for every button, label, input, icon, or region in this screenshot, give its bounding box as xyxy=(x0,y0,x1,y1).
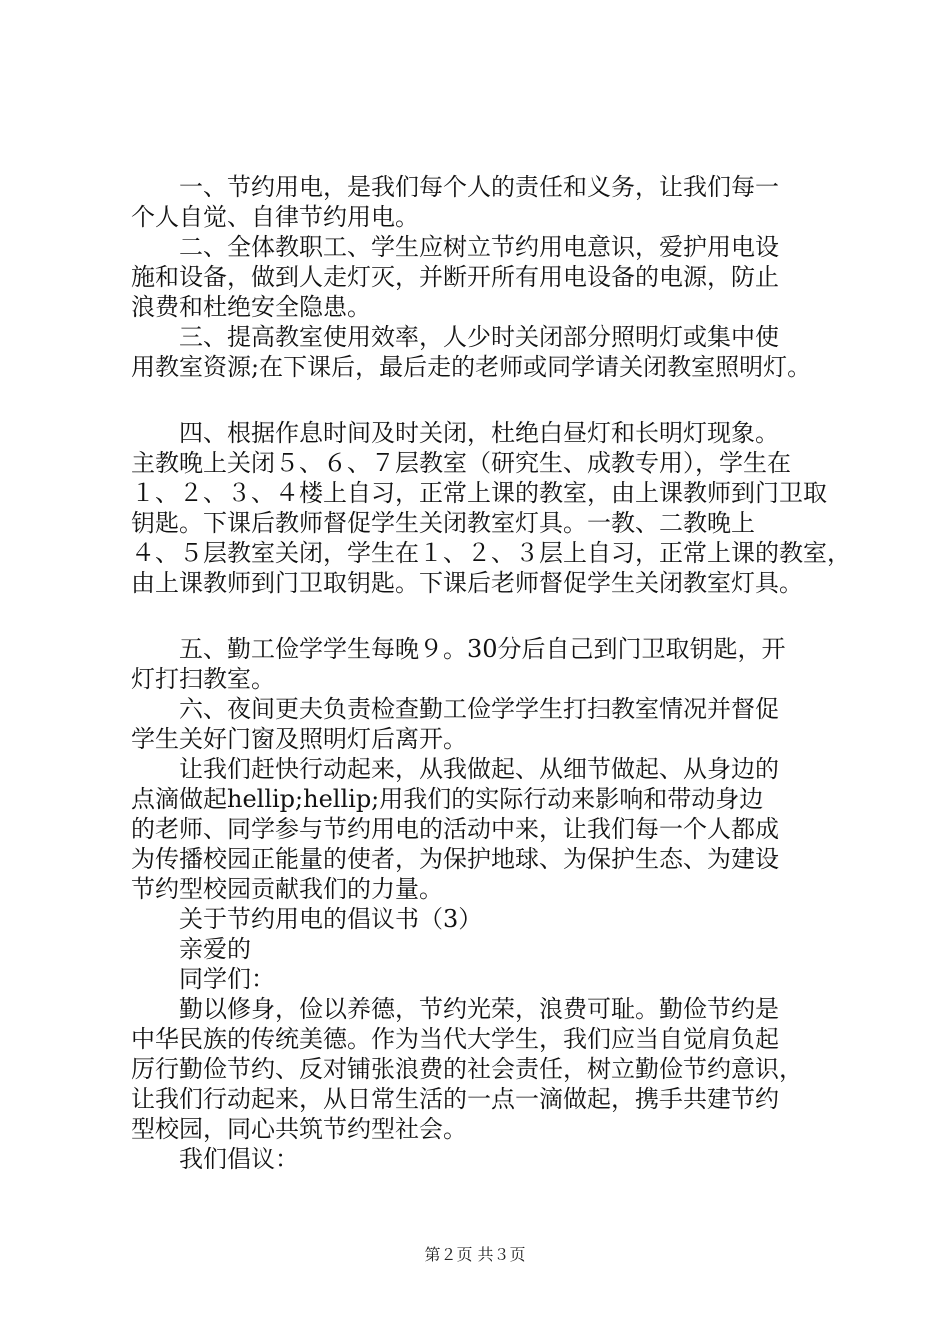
text-line: 节约型校园贡献我们的力量。 xyxy=(131,875,443,903)
text-line: 灯打扫教室。 xyxy=(131,665,275,693)
text-line: 由上课教师到门卫取钥匙。下课后老师督促学生关闭教室灯具。 xyxy=(131,569,803,597)
text-line: 型校园，同心共筑节约型社会。 xyxy=(131,1115,467,1143)
text-line: 为传播校园正能量的使者，为保护地球、为保护生态、为建设 xyxy=(131,845,779,873)
text-line: 浪费和杜绝安全隐患。 xyxy=(131,293,371,321)
text-line: 勤以修身，俭以养德，节约光荣，浪费可耻。勤俭节约是 xyxy=(131,995,779,1023)
text-line: ４、５层教室关闭，学生在１、２、３层上自习，正常上课的教室， xyxy=(131,539,851,567)
text-line: 的老师、同学参与节约用电的活动中来，让我们每一个人都成 xyxy=(131,815,779,843)
text-line: 五、勤工俭学学生每晚９。30分后自己到门卫取钥匙，开 xyxy=(131,635,786,663)
text-line: 亲爱的 xyxy=(131,935,251,963)
text-line: 主教晚上关闭５、６、７层教室（研究生、成教专用），学生在 xyxy=(131,449,791,477)
text-line: 施和设备，做到人走灯灭，并断开所有用电设备的电源，防止 xyxy=(131,263,779,291)
paragraph-gap xyxy=(131,598,851,634)
text-line: 中华民族的传统美德。作为当代大学生，我们应当自觉肩负起 xyxy=(131,1025,779,1053)
text-line: 厉行勤俭节约、反对铺张浪费的社会责任，树立勤俭节约意识， xyxy=(131,1055,803,1083)
text-line: 一、节约用电，是我们每个人的责任和义务，让我们每一 xyxy=(131,173,779,201)
text-line: 让我们赶快行动起来，从我做起、从细节做起、从身边的 xyxy=(131,755,779,783)
paragraph-gap xyxy=(131,382,851,418)
text-line: 个人自觉、自律节约用电。 xyxy=(131,203,419,231)
text-line: １、２、３、４楼上自习，正常上课的教室，由上课教师到门卫取 xyxy=(131,479,827,507)
text-line: 六、夜间更夫负责检查勤工俭学学生打扫教室情况并督促 xyxy=(131,695,779,723)
document-body xyxy=(131,172,851,1174)
text-line: 用教室资源;在下课后，最后走的老师或同学请关闭教室照明灯。 xyxy=(131,353,812,381)
text-line: 学生关好门窗及照明灯后离开。 xyxy=(131,725,467,753)
text-line: 同学们： xyxy=(131,965,275,993)
text-line: 我们倡议： xyxy=(131,1145,299,1173)
text-line: 点滴做起hellip;hellip;用我们的实际行动来影响和带动身边 xyxy=(131,785,764,813)
text-line: 让我们行动起来，从日常生活的一点一滴做起，携手共建节约 xyxy=(131,1085,779,1113)
text-line: 三、提高教室使用效率，人少时关闭部分照明灯或集中使 xyxy=(131,323,779,351)
text-line: 四、根据作息时间及时关闭，杜绝白昼灯和长明灯现象。 xyxy=(131,419,779,447)
page-footer: 第２页 共３页 xyxy=(424,1245,526,1264)
text-line: 钥匙。下课后教师督促学生关闭教室灯具。一教、二教晚上 xyxy=(131,509,755,537)
text-line: 关于节约用电的倡议书（3） xyxy=(131,905,483,933)
text-line: 二、全体教职工、学生应树立节约用电意识，爱护用电设 xyxy=(131,233,779,261)
